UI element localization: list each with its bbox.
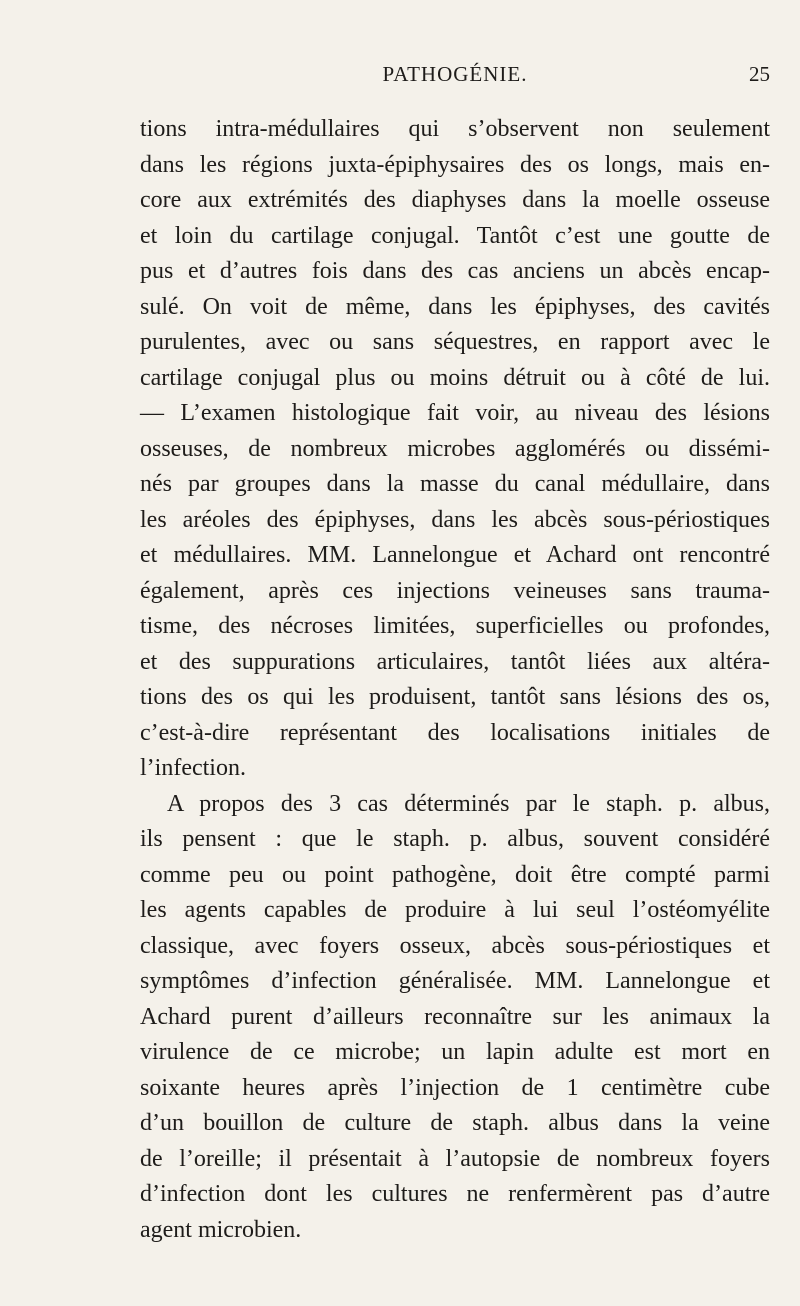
- text-line: — L’examen histologique fait voir, au niveau des lésions: [140, 400, 770, 426]
- text-line: et médullaires. MM. Lannelongue et Achard ont rencontré: [140, 542, 770, 568]
- text-line: Achard purent d’ailleurs reconnaître sur les animaux la: [140, 1003, 770, 1030]
- text-line: c’est-à-dire représentant des localisations initiales de: [140, 719, 770, 746]
- text-line: cartilage conjugal plus ou moins détruit ou à côté de lui.: [140, 364, 770, 391]
- text-line: les aréoles des épiphyses, dans les abcès sous-périostiques: [140, 506, 770, 533]
- running-title: PATHOGÉNIE.: [382, 62, 528, 86]
- text-line: d’infection dont les cultures ne renfermèrent pas d’autre: [140, 1181, 770, 1207]
- text-line: agent microbien.: [140, 1216, 302, 1243]
- text-line: classique, avec foyers osseux, abcès sous-périostiques et: [140, 932, 770, 959]
- page-number: 25: [749, 62, 770, 86]
- text-line: nés par groupes dans la masse du canal médullaire, dans: [140, 471, 770, 497]
- page-header: [140, 62, 770, 92]
- paragraph: [140, 787, 770, 1249]
- text-line: les agents capables de produire à lui seul l’ostéomyélite: [140, 897, 770, 923]
- text-line: purulentes, avec ou sans séquestres, en rapport avec le: [140, 329, 770, 355]
- text-line: pus et d’autres fois dans des cas anciens un abcès encap-: [140, 258, 770, 284]
- body-text: [140, 112, 770, 1248]
- text-line: tions intra-médullaires qui s’observent non seulement: [140, 116, 770, 142]
- text-line: de l’oreille; il présentait à l’autopsie de nombreux foyers: [140, 1145, 770, 1172]
- text-line: dans les régions juxta-épiphysaires des os longs, mais en-: [140, 151, 770, 178]
- text-line: tisme, des nécroses limitées, superficielles ou profondes,: [140, 613, 770, 639]
- text-line: ils pensent : que le staph. p. albus, souvent considéré: [140, 826, 770, 852]
- text-line: core aux extrémités des diaphyses dans la moelle osseuse: [140, 187, 770, 213]
- text-line: osseuses, de nombreux microbes agglomérés ou dissémi-: [140, 435, 770, 462]
- text-line: soixante heures après l’injection de 1 centimètre cube: [140, 1074, 770, 1101]
- text-line: tions des os qui les produisent, tantôt sans lésions des os,: [140, 684, 770, 710]
- text-line: virulence de ce microbe; un lapin adulte est mort en: [140, 1039, 770, 1065]
- text-line: d’un bouillon de culture de staph. albus dans la veine: [140, 1110, 770, 1136]
- text-line: et loin du cartilage conjugal. Tantôt c’est une goutte de: [140, 222, 770, 249]
- text-line: A propos des 3 cas déterminés par le staph. p. albus,: [167, 790, 770, 817]
- text-line: l’infection.: [140, 755, 246, 781]
- paragraph: [140, 112, 770, 787]
- text-line: comme peu ou point pathogène, doit être compté parmi: [140, 861, 770, 888]
- text-line: sulé. On voit de même, dans les épiphyses, des cavités: [140, 293, 770, 320]
- text-line: symptômes d’infection généralisée. MM. Lannelongue et: [140, 968, 770, 994]
- text-line: également, après ces injections veineuses sans trauma-: [140, 577, 770, 604]
- text-line: et des suppurations articulaires, tantôt liées aux altéra-: [140, 648, 770, 675]
